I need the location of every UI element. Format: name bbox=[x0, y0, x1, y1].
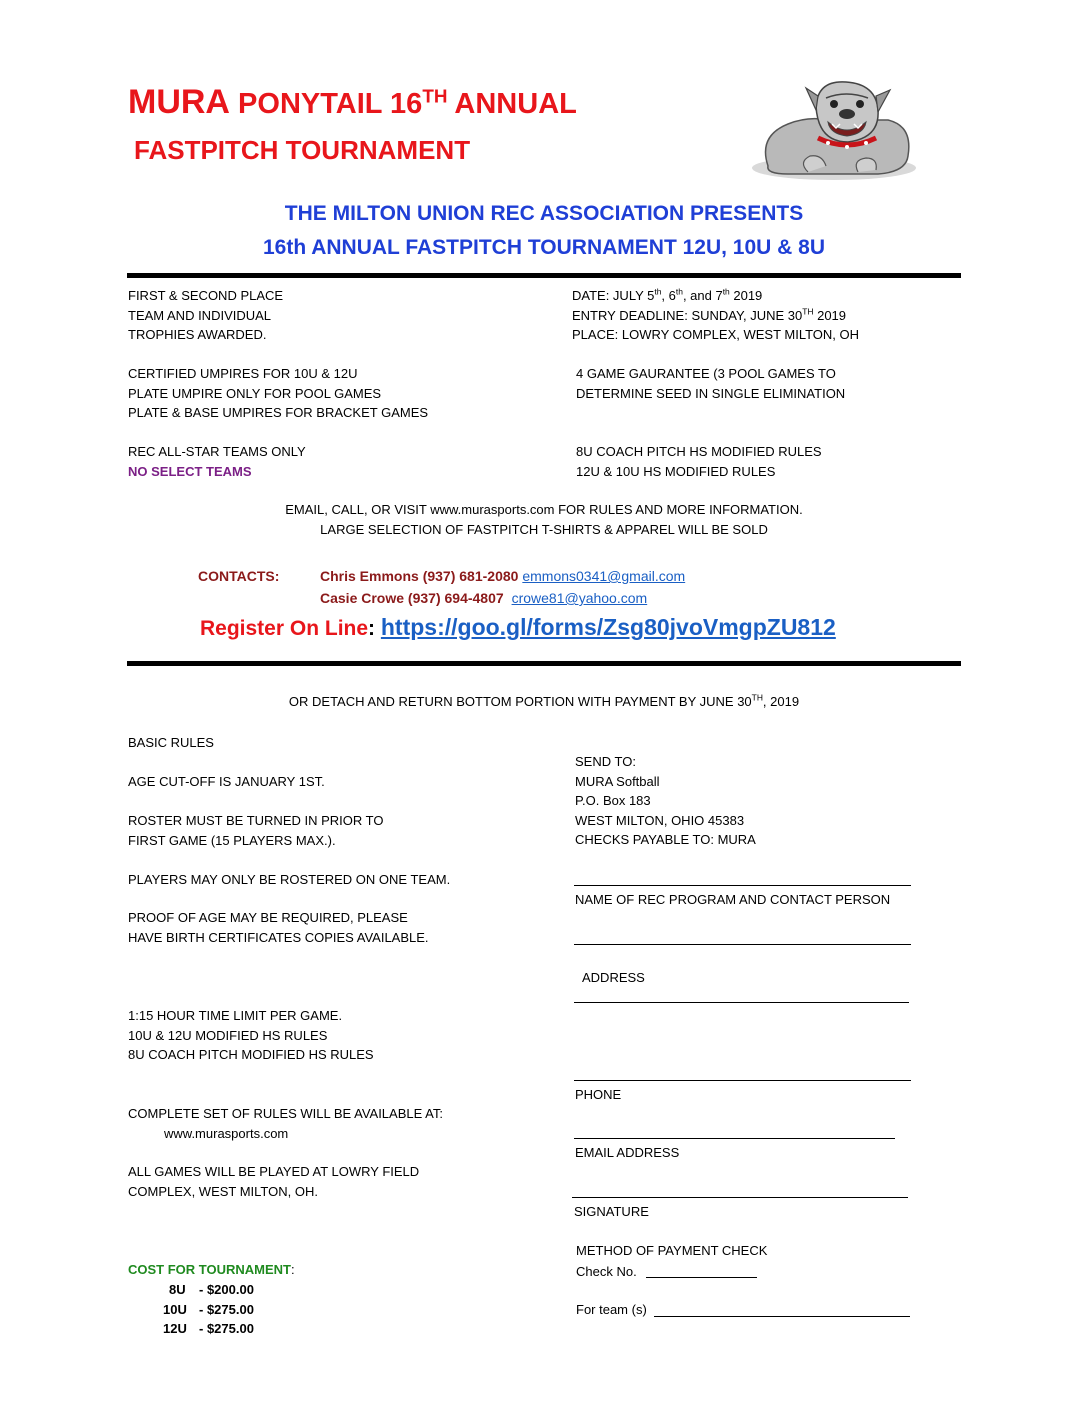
payment-method-label: METHOD OF PAYMENT CHECK bbox=[576, 1243, 768, 1258]
teams-text: REC ALL-STAR TEAMS ONLY NO SELECT TEAMS bbox=[128, 442, 306, 481]
send-to-block: SEND TO: MURA Softball P.O. Box 183 WEST MILTON, OHIO 45383 CHECKS PAYABLE TO: MURA bbox=[575, 754, 756, 847]
age-cutoff: AGE CUT-OFF IS JANUARY 1ST. bbox=[128, 774, 325, 789]
divider-bottom bbox=[127, 661, 961, 666]
title-mura: MURA bbox=[128, 83, 230, 121]
entry-deadline: ENTRY DEADLINE: SUNDAY, JUNE 30TH 2019 bbox=[572, 306, 847, 323]
name-input-line[interactable] bbox=[574, 885, 911, 886]
email-link-crowe[interactable]: crowe81@yahoo.com bbox=[511, 590, 648, 606]
subtitle-line2: 16th ANNUAL FASTPITCH TOURNAMENT 12U, 10U & 8U bbox=[262, 236, 826, 259]
email-field-label: EMAIL ADDRESS bbox=[575, 1145, 680, 1160]
time-limit: 1:15 HOUR TIME LIMIT PER GAME. 10U & 12U MODIFIED HS RULES 8U COACH PITCH MODIFIED HS RULES bbox=[128, 1008, 374, 1062]
one-team-rule: PLAYERS MAY ONLY BE ROSTERED ON ONE TEAM. bbox=[128, 872, 451, 887]
check-number-input-line[interactable] bbox=[646, 1277, 757, 1278]
no-select-teams: NO SELECT TEAMS bbox=[128, 463, 252, 479]
email-call-line: EMAIL, CALL, OR VISIT www.murasports.com FOR RULES AND MORE INFORMATION. bbox=[285, 502, 803, 517]
name-field-label: NAME OF REC PROGRAM AND CONTACT PERSON bbox=[575, 892, 891, 907]
guarantee-text: 4 GAME GAURANTEE (3 POOL GAMES TO DETERMINE SEED IN SINGLE ELIMINATION bbox=[576, 366, 846, 401]
event-date: DATE: JULY 5th, 6th, and 7th 2019 bbox=[572, 286, 763, 303]
games-location: ALL GAMES WILL BE PLAYED AT LOWRY FIELD COMPLEX, WEST MILTON, OH. bbox=[128, 1164, 420, 1199]
email-link-emmons[interactable]: emmons0341@gmail.com bbox=[522, 568, 686, 584]
bulldog-logo bbox=[748, 76, 920, 182]
page-title-line2: FASTPITCH TOURNAMENT bbox=[134, 135, 471, 165]
detach-instructions: OR DETACH AND RETURN BOTTOM PORTION WITH PAYMENT BY JUNE 30TH, 2019 bbox=[288, 692, 800, 709]
rules-website: www.murasports.com bbox=[164, 1125, 289, 1141]
for-team-label: For team (s) bbox=[576, 1302, 647, 1317]
basic-rules-heading: BASIC RULES bbox=[128, 735, 214, 750]
cost-heading: COST FOR TOURNAMENT: bbox=[128, 1262, 295, 1277]
apparel-line: LARGE SELECTION OF FASTPITCH T-SHIRTS & APPAREL WILL BE SOLD bbox=[320, 522, 768, 537]
signature-field-label: SIGNATURE bbox=[574, 1204, 649, 1219]
contacts-label: CONTACTS: bbox=[198, 568, 280, 584]
contact-casie: Casie Crowe (937) 694-4807 crowe81@yahoo.com bbox=[320, 590, 648, 606]
cost-12u: 12U - $275.00 bbox=[163, 1321, 254, 1336]
divider-top bbox=[127, 273, 961, 278]
address-field-label: ADDRESS bbox=[582, 970, 645, 985]
email-input-line[interactable] bbox=[572, 1197, 908, 1198]
register-label: Register On Line bbox=[200, 617, 369, 640]
address-input-line-1[interactable] bbox=[574, 1002, 909, 1003]
register-url-link[interactable]: https://goo.gl/forms/Zsg80jvoVmgpZU812 bbox=[380, 614, 836, 640]
contact-chris: Chris Emmons (937) 681-2080 emmons0341@gmail.com bbox=[320, 568, 686, 584]
event-details bbox=[572, 286, 859, 345]
phone-field-label: PHONE bbox=[575, 1087, 622, 1102]
phone-input-line[interactable] bbox=[574, 1138, 895, 1139]
title-sup: TH bbox=[422, 85, 448, 107]
title-annual: ANNUAL bbox=[454, 88, 577, 120]
for-team-input-line[interactable] bbox=[654, 1316, 910, 1317]
complete-rules: COMPLETE SET OF RULES WILL BE AVAILABLE AT: www.murasports.com bbox=[128, 1104, 443, 1143]
cost-10u: 10U - $275.00 bbox=[163, 1301, 254, 1317]
cost-list bbox=[163, 1280, 254, 1339]
name-input-line-2[interactable] bbox=[574, 944, 911, 945]
check-number-label: Check No. bbox=[576, 1264, 637, 1279]
address-input-line-2[interactable] bbox=[574, 1080, 911, 1081]
proof-of-age: PROOF OF AGE MAY BE REQUIRED, PLEASE HAVE BIRTH CERTIFICATES COPIES AVAILABLE. bbox=[128, 910, 429, 945]
umpires-text: CERTIFIED UMPIRES FOR 10U & 12U PLATE UMPIRE ONLY FOR POOL GAMES PLATE & BASE UMPIRES FOR BRACKET GAMES bbox=[128, 366, 429, 420]
subtitle-line1: THE MILTON UNION REC ASSOCIATION PRESENTS bbox=[284, 202, 804, 225]
title-ponytail: PONYTAIL 16 bbox=[238, 88, 423, 120]
roster-rule: ROSTER MUST BE TURNED IN PRIOR TO FIRST GAME (15 PLAYERS MAX.). bbox=[128, 813, 384, 848]
cost-8u: 8U - $200.00 bbox=[169, 1282, 254, 1297]
page-title bbox=[128, 84, 577, 122]
rules-summary: 8U COACH PITCH HS MODIFIED RULES 12U & 10U HS MODIFIED RULES bbox=[576, 444, 822, 479]
event-place: PLACE: LOWRY COMPLEX, WEST MILTON, OH bbox=[572, 327, 860, 342]
register-online: Register On Line: https://goo.gl/forms/Zsg80jvoVmgpZU812 bbox=[200, 614, 836, 640]
trophies-text: FIRST & SECOND PLACE TEAM AND INDIVIDUAL TROPHIES AWARDED. bbox=[128, 288, 284, 342]
